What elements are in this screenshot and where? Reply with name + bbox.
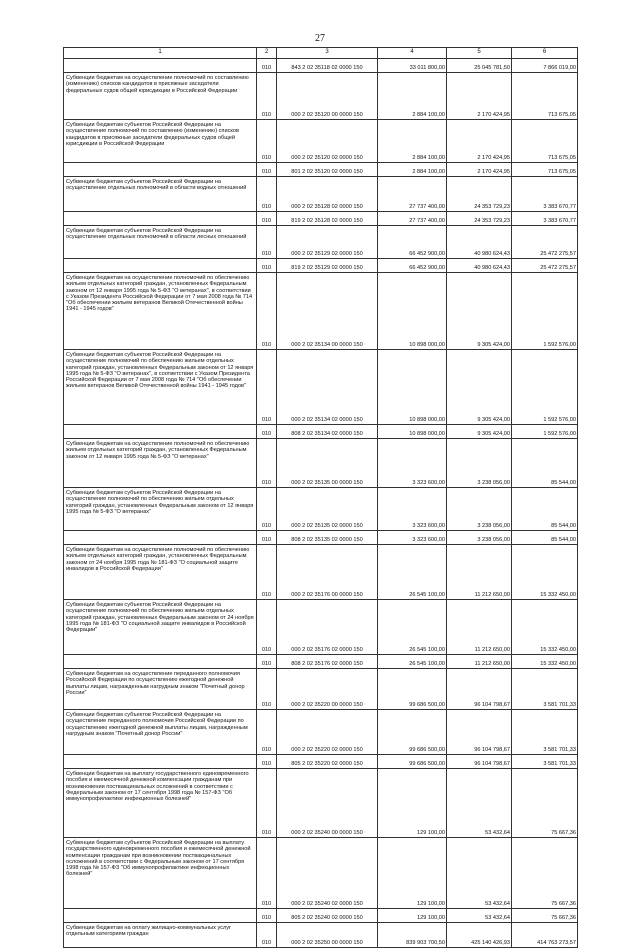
table-row bbox=[64, 120, 578, 163]
table-row bbox=[64, 838, 578, 909]
row-value-unexecuted: 3 581 701,33 bbox=[512, 669, 578, 710]
row-value-unexecuted: 75 667,36 bbox=[512, 838, 578, 909]
row-value-approved: 26 545 100,00 bbox=[378, 545, 447, 600]
row-description: Субвенции бюджетам субъектов Российской Федерации на осуществление полномочий по обеспечению жильем отдельных категорий граждан, установленных Федеральным законом от 24 ноября 1995 года № 181-ФЗ "О социальной защите инвалидов в Российской Федерации" bbox=[64, 600, 257, 655]
row-value-unexecuted: 3 383 670,77 bbox=[512, 177, 578, 212]
row-description bbox=[64, 755, 257, 769]
table-row bbox=[64, 755, 578, 769]
row-classification-code: 000 2 02 35134 02 0000 150 bbox=[277, 350, 378, 425]
row-description: Субвенции бюджетам субъектов Российской Федерации на осуществление отдельных полномочий в области водных отношений bbox=[64, 177, 257, 212]
row-description bbox=[64, 531, 257, 545]
row-value-unexecuted: 85 544,00 bbox=[512, 439, 578, 488]
row-value-executed: 2 170 424,95 bbox=[447, 73, 512, 120]
row-value-executed: 53 432,64 bbox=[447, 838, 512, 909]
row-code: 010 bbox=[257, 909, 277, 923]
row-value-approved: 839 903 700,50 bbox=[378, 923, 447, 948]
row-code: 010 bbox=[257, 769, 277, 838]
row-value-executed: 96 104 798,67 bbox=[447, 710, 512, 755]
row-value-unexecuted: 3 383 670,77 bbox=[512, 212, 578, 226]
row-value-unexecuted: 15 332 450,00 bbox=[512, 655, 578, 669]
table-row bbox=[64, 59, 578, 73]
row-value-executed: 9 305 424,00 bbox=[447, 273, 512, 350]
table-row bbox=[64, 259, 578, 273]
row-code: 010 bbox=[257, 710, 277, 755]
row-classification-code: 819 2 02 35128 02 0000 150 bbox=[277, 212, 378, 226]
column-header: 4 bbox=[378, 48, 447, 59]
table-row bbox=[64, 350, 578, 425]
row-value-unexecuted: 1 592 576,00 bbox=[512, 425, 578, 439]
row-code: 010 bbox=[257, 923, 277, 948]
row-value-approved: 129 100,00 bbox=[378, 838, 447, 909]
row-description: Субвенции бюджетам на оплату жилищно-коммунальных услуг отдельным категориям граждан bbox=[64, 923, 257, 948]
row-value-executed: 2 170 424,95 bbox=[447, 120, 512, 163]
table-row bbox=[64, 488, 578, 531]
row-value-unexecuted: 85 544,00 bbox=[512, 531, 578, 545]
row-description bbox=[64, 909, 257, 923]
table-row bbox=[64, 73, 578, 120]
row-value-executed: 53 432,64 bbox=[447, 909, 512, 923]
table-row bbox=[64, 909, 578, 923]
row-code: 010 bbox=[257, 488, 277, 531]
column-header: 2 bbox=[257, 48, 277, 59]
table-row bbox=[64, 439, 578, 488]
row-value-approved: 2 884 100,00 bbox=[378, 73, 447, 120]
row-value-executed: 40 980 624,43 bbox=[447, 259, 512, 273]
row-classification-code: 000 2 02 35135 02 0000 150 bbox=[277, 488, 378, 531]
row-classification-code: 000 2 02 35250 00 0000 150 bbox=[277, 923, 378, 948]
row-description: Субвенции бюджетам на осуществление полномочий по составлению (изменению) списков кандидатов в присяжные заседатели федеральных судов общей юрисдикции в Российской Федерации bbox=[64, 73, 257, 120]
row-classification-code: 808 2 02 35134 02 0000 150 bbox=[277, 425, 378, 439]
row-value-executed: 96 104 798,67 bbox=[447, 755, 512, 769]
row-value-executed: 11 212 650,00 bbox=[447, 600, 512, 655]
row-code: 010 bbox=[257, 531, 277, 545]
row-value-executed: 24 353 729,23 bbox=[447, 177, 512, 212]
row-code: 010 bbox=[257, 120, 277, 163]
row-value-unexecuted: 85 544,00 bbox=[512, 488, 578, 531]
budget-table bbox=[63, 47, 578, 948]
row-classification-code: 808 2 02 35176 02 0000 150 bbox=[277, 655, 378, 669]
table-row bbox=[64, 425, 578, 439]
column-header: 3 bbox=[277, 48, 378, 59]
row-value-unexecuted: 713 675,05 bbox=[512, 120, 578, 163]
row-value-approved: 10 898 000,00 bbox=[378, 350, 447, 425]
table-row bbox=[64, 769, 578, 838]
row-description: Субвенции бюджетам на выплату государственного единовременного пособия и ежемесячной денежной компенсации гражданам при возникновении поствакцинальных осложнений в соответствии с Федеральным законом от 17 сентября 1998 года № 157-ФЗ "Об иммунопрофилактике инфекционных болезней" bbox=[64, 769, 257, 838]
row-classification-code: 808 2 02 35135 02 0000 150 bbox=[277, 531, 378, 545]
row-value-executed: 53 432,64 bbox=[447, 769, 512, 838]
row-classification-code: 000 2 02 35176 02 0000 150 bbox=[277, 600, 378, 655]
row-description: Субвенции бюджетам на осуществление полномочий по обеспечению жильем отдельных категорий граждан, установленных Федеральным законом от 24 ноября 1995 года № 181-ФЗ "О социальной защите инвалидов в Российской Федерации" bbox=[64, 545, 257, 600]
table-row bbox=[64, 212, 578, 226]
row-value-executed: 3 238 056,00 bbox=[447, 439, 512, 488]
row-value-unexecuted: 1 592 576,00 bbox=[512, 273, 578, 350]
table-row bbox=[64, 710, 578, 755]
column-header: 1 bbox=[64, 48, 257, 59]
row-code: 010 bbox=[257, 350, 277, 425]
row-code: 010 bbox=[257, 425, 277, 439]
row-classification-code: 819 2 02 35129 02 0000 150 bbox=[277, 259, 378, 273]
row-value-approved: 99 686 500,00 bbox=[378, 710, 447, 755]
row-classification-code: 801 2 02 35120 02 0000 150 bbox=[277, 163, 378, 177]
row-code: 010 bbox=[257, 177, 277, 212]
row-value-unexecuted: 75 667,36 bbox=[512, 769, 578, 838]
row-code: 010 bbox=[257, 669, 277, 710]
row-classification-code: 805 2 02 35240 02 0000 150 bbox=[277, 909, 378, 923]
row-value-unexecuted: 1 592 576,00 bbox=[512, 350, 578, 425]
table-row bbox=[64, 273, 578, 350]
column-header: 5 bbox=[447, 48, 512, 59]
row-code: 010 bbox=[257, 545, 277, 600]
row-value-executed: 11 212 650,00 bbox=[447, 545, 512, 600]
row-value-executed: 3 238 056,00 bbox=[447, 531, 512, 545]
table-row bbox=[64, 226, 578, 259]
row-value-approved: 3 323 600,00 bbox=[378, 488, 447, 531]
page-number: 27 bbox=[315, 33, 325, 44]
row-code: 010 bbox=[257, 755, 277, 769]
row-value-unexecuted: 3 581 701,33 bbox=[512, 755, 578, 769]
row-description bbox=[64, 425, 257, 439]
row-value-approved: 27 737 400,00 bbox=[378, 177, 447, 212]
row-value-executed: 3 238 056,00 bbox=[447, 488, 512, 531]
row-description: Субвенции бюджетам на осуществление переданного полномочия Российской Федерации по осуществлению ежегодной денежной выплаты лицам, награжденным нагрудным знаком "Почетный донор России" bbox=[64, 669, 257, 710]
row-description: Субвенции бюджетам субъектов Российской Федерации на осуществление полномочий по обеспечению жильем отдельных категорий граждан, установленных Федеральным законом от 12 января 1995 года № 5-ФЗ "О ветеранах", в соответствии с Указом Президента Российской Федерации от 7 мая 2008 года № 714 "Об обеспечении жильем ветеранов Великой Отечественной войны 1941 - 1945 годов" bbox=[64, 350, 257, 425]
row-value-executed: 425 140 426,93 bbox=[447, 923, 512, 948]
table-row bbox=[64, 669, 578, 710]
row-value-unexecuted: 15 332 450,00 bbox=[512, 600, 578, 655]
table-header-row bbox=[64, 48, 578, 59]
row-classification-code: 843 2 02 35118 02 0000 150 bbox=[277, 59, 378, 73]
row-value-executed: 96 104 798,67 bbox=[447, 669, 512, 710]
row-code: 010 bbox=[257, 600, 277, 655]
row-value-unexecuted: 713 675,05 bbox=[512, 73, 578, 120]
row-classification-code: 000 2 02 35129 02 0000 150 bbox=[277, 226, 378, 259]
column-header: 6 bbox=[512, 48, 578, 59]
row-description: Субвенции бюджетам субъектов Российской Федерации на осуществление переданного полномочия Российской Федерации по осуществлению ежегодной денежной выплаты лицам, награжденным нагрудным знаком "Почетный донор России" bbox=[64, 710, 257, 755]
row-value-approved: 129 100,00 bbox=[378, 769, 447, 838]
row-description: Субвенции бюджетам субъектов Российской Федерации на осуществление отдельных полномочий в области лесных отношений bbox=[64, 226, 257, 259]
row-value-executed: 40 980 624,43 bbox=[447, 226, 512, 259]
row-description: Субвенции бюджетам субъектов Российской Федерации на осуществление полномочий по обеспечению жильем отдельных категорий граждан, установленных Федеральным законом от 12 января 1995 года № 5-ФЗ "О ветеранах" bbox=[64, 488, 257, 531]
row-classification-code: 000 2 02 35134 00 0000 150 bbox=[277, 273, 378, 350]
row-classification-code: 000 2 02 35220 02 0000 150 bbox=[277, 710, 378, 755]
row-value-approved: 2 884 100,00 bbox=[378, 120, 447, 163]
row-value-approved: 26 545 100,00 bbox=[378, 600, 447, 655]
row-code: 010 bbox=[257, 838, 277, 909]
row-value-unexecuted: 15 332 450,00 bbox=[512, 545, 578, 600]
row-value-unexecuted: 3 581 701,33 bbox=[512, 710, 578, 755]
row-classification-code: 000 2 02 35240 00 0000 150 bbox=[277, 769, 378, 838]
row-value-unexecuted: 25 472 275,57 bbox=[512, 226, 578, 259]
row-code: 010 bbox=[257, 226, 277, 259]
row-value-executed: 9 305 424,00 bbox=[447, 350, 512, 425]
table-row bbox=[64, 545, 578, 600]
row-value-executed: 25 045 781,50 bbox=[447, 59, 512, 73]
row-value-approved: 66 452 900,00 bbox=[378, 259, 447, 273]
row-classification-code: 000 2 02 35240 02 0000 150 bbox=[277, 838, 378, 909]
row-classification-code: 000 2 02 35128 02 0000 150 bbox=[277, 177, 378, 212]
row-value-unexecuted: 25 472 275,57 bbox=[512, 259, 578, 273]
row-code: 010 bbox=[257, 163, 277, 177]
row-classification-code: 000 2 02 35176 00 0000 150 bbox=[277, 545, 378, 600]
table-row bbox=[64, 600, 578, 655]
row-code: 010 bbox=[257, 73, 277, 120]
row-description: Субвенции бюджетам субъектов Российской Федерации на выплату государственного единовременного пособия и ежемесячной денежной компенсации гражданам при возникновении поствакцинальных осложнений в соответствии с Федеральным законом от 17 сентября 1998 года № 157-ФЗ "Об иммунопрофилактике инфекционных болезней" bbox=[64, 838, 257, 909]
row-description: Субвенции бюджетам на осуществление полномочий по обеспечению жильем отдельных категорий граждан, установленных Федеральным законом от 12 января 1995 года № 5-ФЗ "О ветеранах", в соответствии с Указом Президента Российской Федерации от 7 мая 2008 года № 714 "Об обеспечении жильем ветеранов Великой Отечественной войны 1941 - 1945 годов" bbox=[64, 273, 257, 350]
row-value-approved: 33 011 800,00 bbox=[378, 59, 447, 73]
row-classification-code: 000 2 02 35220 00 0000 150 bbox=[277, 669, 378, 710]
row-value-approved: 129 100,00 bbox=[378, 909, 447, 923]
row-value-unexecuted: 713 675,05 bbox=[512, 163, 578, 177]
row-code: 010 bbox=[257, 212, 277, 226]
row-description bbox=[64, 163, 257, 177]
table-body bbox=[64, 48, 578, 948]
row-classification-code: 000 2 02 35120 00 0000 150 bbox=[277, 73, 378, 120]
row-value-approved: 3 323 600,00 bbox=[378, 531, 447, 545]
row-code: 010 bbox=[257, 439, 277, 488]
row-value-approved: 27 737 400,00 bbox=[378, 212, 447, 226]
row-value-executed: 9 305 424,00 bbox=[447, 425, 512, 439]
row-description: Субвенции бюджетам субъектов Российской Федерации на осуществление полномочий по составлению (изменению) списков кандидатов в присяжные заседатели федеральных судов общей юрисдикции в Российской Федерации bbox=[64, 120, 257, 163]
row-value-approved: 99 686 500,00 bbox=[378, 755, 447, 769]
row-value-executed: 2 170 424,95 bbox=[447, 163, 512, 177]
row-value-unexecuted: 7 866 019,00 bbox=[512, 59, 578, 73]
row-code: 010 bbox=[257, 259, 277, 273]
row-classification-code: 000 2 02 35120 02 0000 150 bbox=[277, 120, 378, 163]
row-description bbox=[64, 655, 257, 669]
row-value-executed: 24 353 729,23 bbox=[447, 212, 512, 226]
row-code: 010 bbox=[257, 655, 277, 669]
row-classification-code: 805 2 02 35220 02 0000 150 bbox=[277, 755, 378, 769]
row-value-unexecuted: 75 667,36 bbox=[512, 909, 578, 923]
row-value-approved: 10 898 000,00 bbox=[378, 273, 447, 350]
row-description bbox=[64, 259, 257, 273]
row-value-approved: 3 323 600,00 bbox=[378, 439, 447, 488]
table-row bbox=[64, 177, 578, 212]
row-value-approved: 26 545 100,00 bbox=[378, 655, 447, 669]
table-row bbox=[64, 923, 578, 948]
table-row bbox=[64, 531, 578, 545]
row-code: 010 bbox=[257, 273, 277, 350]
table-row bbox=[64, 163, 578, 177]
row-value-approved: 99 686 500,00 bbox=[378, 669, 447, 710]
row-code: 010 bbox=[257, 59, 277, 73]
row-value-executed: 11 212 650,00 bbox=[447, 655, 512, 669]
table-row bbox=[64, 655, 578, 669]
row-value-approved: 10 898 000,00 bbox=[378, 425, 447, 439]
row-value-approved: 66 452 900,00 bbox=[378, 226, 447, 259]
row-value-unexecuted: 414 763 273,57 bbox=[512, 923, 578, 948]
row-description bbox=[64, 59, 257, 73]
row-value-approved: 2 884 100,00 bbox=[378, 163, 447, 177]
row-description: Субвенции бюджетам на осуществление полномочий по обеспечению жильем отдельных категорий граждан, установленных Федеральным законом от 12 января 1995 года № 5-ФЗ "О ветеранах" bbox=[64, 439, 257, 488]
row-classification-code: 000 2 02 35135 00 0000 150 bbox=[277, 439, 378, 488]
row-description bbox=[64, 212, 257, 226]
